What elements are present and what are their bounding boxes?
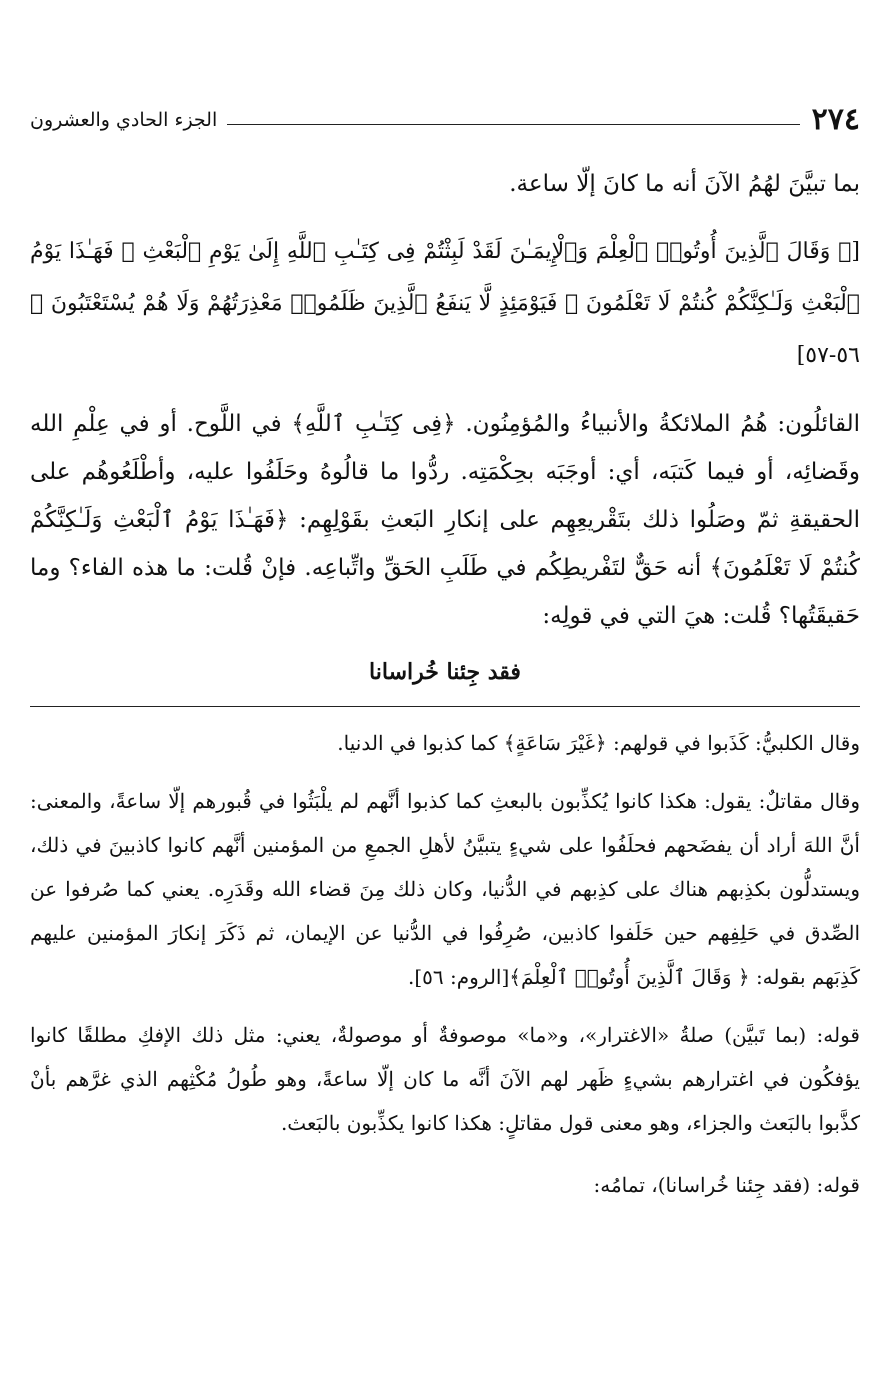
header-rule [227,124,799,125]
running-title: الجزء الحادي والعشرون [30,109,218,131]
footnote-bima-tabayyan: قوله: (بما تَبيَّن) صلةُ «الاغترار»، و«ما» موصوفةٌ أو موصولةٌ، يعني: مثل ذلك الإفكِ مطلقًا كانوا يؤفكُون في اغترارهم بشيءٍ ظَهر لهم الآنَ أنَّه ما كان إلّا ساعةً، وهو طُولُ مُكْثِهم الذي غرَّهم بأنْ كذَّبوا بالبَعث والجزاء، وهو معنى قول مقاتلٍ: هكذا كانوا يكذِّبون بالبَعث. [30,1023,860,1135]
book-page [30,100,860,1207]
footnote-muqatil: وقال مقاتلٌ: يقول: هكذا كانوا يُكذِّبون بالبعثِ كما كذبوا أنَّهم لم يلْبَثُوا في قُبورهم إلّا ساعةً، والمعنى: أنَّ اللهَ أراد أن يفضَحهم فحلَفُوا على شيءٍ يتبيَّنُ لأهلِ الجمعِ من المؤمنين أنَّهم كانوا كاذبينَ في ذلك، ويستدلُّون بكذِبهم هناك على كذِبهم في الدُّنيا، وكان ذلك مِنَ قضاء الله وقَدَرِه. يعني كما صُرفوا عن الصِّدق في حَلِفِهم حين حَلَفوا كاذبين، صُرِفُوا في الدُّنيا عن الإيمان، ثم ذَكَرَ إنكارَ المؤمنين عليهم كَذِبَهم بقوله: ﴿ وَقَالَ ٱلَّذِينَ أُوتُوا۟ ٱلْعِلْمَ﴾[الروم: ٥٦]. [30,789,860,989]
quran-verse: [﴿ وَقَالَ ٱلَّذِينَ أُوتُوا۟ ٱلْعِلْمَ وَٱلْإِيمَـٰنَ لَقَدْ لَبِثْتُمْ فِى كِتَـٰبِ ٱللَّهِ إِلَىٰ يَوْمِ ٱلْبَعْثِ ۖ فَهَـٰذَا يَوْمُ ٱلْبَعْثِ وَلَـٰكِنَّكُمْ كُنتُمْ لَا تَعْلَمُونَ ۞ فَيَوْمَئِذٍ لَّا يَنفَعُ ٱلَّذِينَ ظَلَمُوا۟ مَعْذِرَتُهُمْ وَلَا هُمْ يُسْتَعْتَبُونَ ﴾ ٥٦-٥٧] [30,239,860,368]
poem-title: فقد جِئنا خُراسانا [369,659,521,685]
footnote-kalbi: وقال الكلبيُّ: كَذَبوا في قولهم: ﴿غَيْرَ سَاعَةٍ﴾ كما كذبوا في الدنيا. [337,731,860,755]
page-number: ٢٧٤ [811,102,860,137]
footnote-divider [30,706,860,707]
commentary-paragraph: القائلُون: هُمُ الملائكةُ والأنبياءُ والمُؤمِنُون. ﴿فِى كِتَـٰبِ ٱللَّهِ﴾ في اللَّوح. أو في عِلْمِ الله وقَضائِه، أو فيما كَتبَه، أي: أوجَبَه بحِكْمَتِه. ردُّوا ما قالُوهُ وحَلَفُوا عليه، وأطْلَعُوهُم على الحقيقةِ ثمّ وصَلُوا ذلك بتَقْريعِهِم على إنكارِ البَعثِ بقَوْلِهِم: ﴿فَهَـٰذَا يَوْمُ ٱلْبَعْثِ وَلَـٰكِنَّكُمْ كُنتُمْ لَا تَعْلَمُونَ﴾ أنه حَقٌّ لتَفْريطِكُم في طَلَبِ الحَقِّ واتِّباعِه. فإنْ قُلت: ما هذه الفاء؟ وما حَقيقَتُها؟ قُلت: هيَ التي في قولِه: [30,411,860,629]
running-header [30,100,860,140]
footnote-khurasan: قوله: (فقد جِئنا خُراسانا)، تمامُه: [593,1173,860,1197]
opening-line: بما تبيَّنَ لهُمُ الآنَ أنه ما كانَ إلّا ساعة. [509,171,860,197]
